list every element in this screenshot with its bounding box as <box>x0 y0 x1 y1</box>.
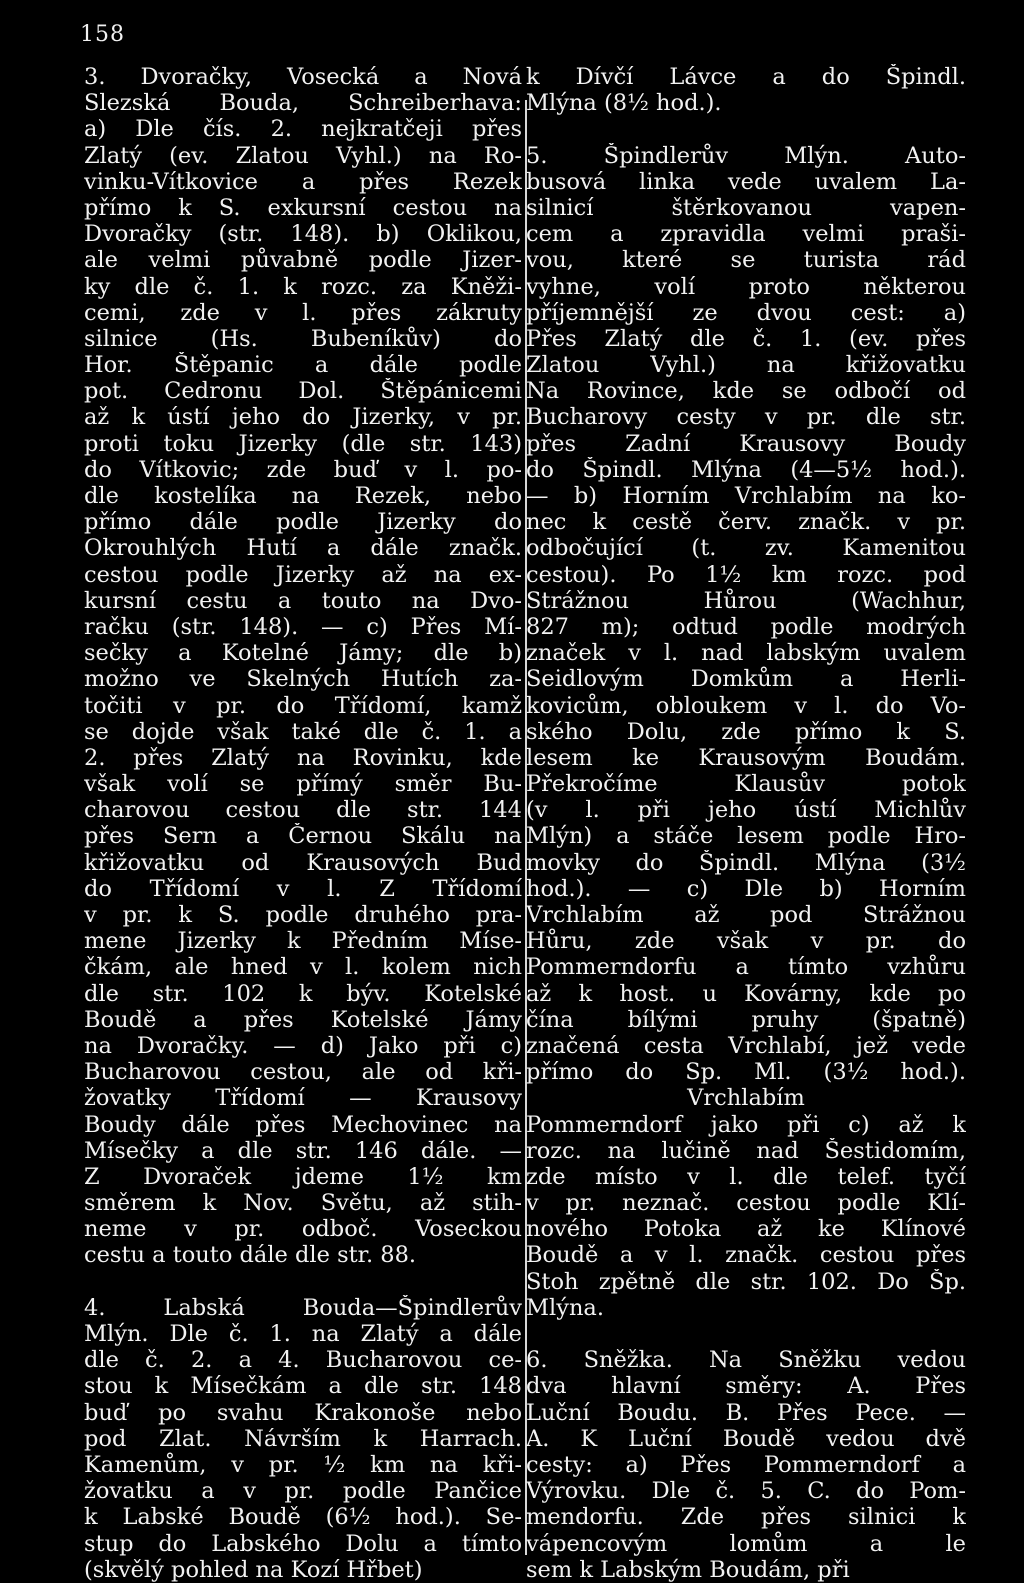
left-column-line: křižovatku od Krausových Bud <box>84 849 522 876</box>
left-column-line: račku (str. 148). — c) Přes Mí- <box>84 613 522 640</box>
right-column <box>526 64 966 1583</box>
right-column-line: Bucharovy cesty v pr. dle str. <box>526 404 966 431</box>
right-column-line: dva hlavní směry: A. Přes <box>526 1373 966 1400</box>
right-column-line: (v l. při jeho ústí Michlův <box>526 797 966 824</box>
left-column-line: sečky a Kotelné Jámy; dle b) <box>84 640 522 667</box>
right-column-line: lesem ke Krausovým Boudám. <box>526 744 966 771</box>
left-column-line: dle str. 102 k býv. Kotelské <box>84 980 522 1007</box>
left-column-line: do Vítkovic; zde buď v l. po- <box>84 456 522 483</box>
right-column-line: zde místo v l. dle telef. tyčí <box>526 1163 966 1190</box>
left-column-line: Mlýn. Dle č. 1. na Zlatý a dále <box>84 1321 522 1347</box>
left-column-line: k Labské Boudě (6½ hod.). Se- <box>84 1504 522 1531</box>
right-column-line: až k host. u Kovárny, kde po <box>526 980 966 1007</box>
left-column-line: 4. Labská Bouda—Špindlerův <box>84 1294 522 1321</box>
left-column-line: pot. Cedronu Dol. Štěpánicemi <box>84 378 522 405</box>
left-column-line: silnice (Hs. Bubeníkův) do <box>84 325 522 352</box>
left-column-line: kursní cestu a touto na Dvo- <box>84 587 522 614</box>
left-column-line: dle kostelíka na Rezek, nebo <box>84 483 522 509</box>
right-column-line: Boudě a v l. značk. cestou přes <box>526 1242 966 1269</box>
right-column-line: vápencovým lomům a le <box>526 1530 966 1557</box>
left-column-line: proti toku Jizerky (dle str. 143) <box>84 430 522 457</box>
left-column-line: Slezská Bouda, Schreiberhava: <box>84 90 522 117</box>
right-column-line: přímo do Sp. Ml. (3½ hod.). <box>526 1059 966 1086</box>
right-column-line: hod.). — c) Dle b) Horním <box>526 875 966 902</box>
left-column-line: charovou cestou dle str. 144 <box>84 797 522 824</box>
right-column-line: Seidlovým Domkům a Herli- <box>526 666 966 693</box>
right-column-line: sem k Labským Boudám, při <box>526 1556 850 1583</box>
right-column-line: Výrovku. Dle č. 5. C. do Pom- <box>526 1478 966 1505</box>
left-column-line: však volí se přímý směr Bu- <box>84 771 522 798</box>
right-column-line: značek v l. nad labským uvalem <box>526 640 966 667</box>
right-column-line: cestou). Po 1½ km rozc. pod <box>526 561 966 588</box>
right-column-line: A. K Luční Boudě vedou dvě <box>526 1425 966 1452</box>
left-column-line <box>84 1269 522 1295</box>
left-column-line: se dojde však také dle č. 1. a <box>84 718 522 745</box>
right-column-line <box>526 116 966 142</box>
left-column-line: Zlatý (ev. Zlatou Vyhl.) na Ro- <box>84 142 522 169</box>
left-column-line: cestou podle Jizerky až na ex- <box>84 561 522 588</box>
right-column-line: mendorfu. Zde přes silnici k <box>526 1504 966 1531</box>
left-column-line: ky dle č. 1. k rozc. za Kněži- <box>84 273 522 300</box>
left-column-line: možno ve Skelných Hutích za- <box>84 666 522 693</box>
right-column-line: do Špindl. Mlýna (4—5½ hod.). <box>526 456 966 483</box>
right-column-line: movky do Špindl. Mlýna (3½ <box>526 849 966 876</box>
right-column-line <box>526 1321 966 1347</box>
left-column-line: žovatku a v pr. podle Pančice <box>84 1478 522 1505</box>
left-column-line: do Třídomí v l. Z Třídomí <box>84 875 522 902</box>
left-column-line: Mísečky a dle str. 146 dále. — <box>84 1137 522 1164</box>
left-column-line: (skvělý pohled na Kozí Hřbet) <box>84 1556 423 1583</box>
left-column-line: Boudě a přes Kotelské Jámy <box>84 1006 522 1033</box>
right-column-line: ského Dolu, zde přímo k S. <box>526 718 966 745</box>
left-column-line: Hor. Štěpanic a dále podle <box>84 352 522 379</box>
left-column-line: Z Dvoraček jdeme 1½ km <box>84 1163 522 1190</box>
right-column-line: nec k cestě červ. značk. v pr. <box>526 509 966 536</box>
right-column-line: k Dívčí Lávce a do Špindl. <box>526 64 966 90</box>
right-column-line: vou, které se turista rád <box>526 247 966 274</box>
right-column-line: Vrchlabím až pod Strážnou <box>526 902 966 928</box>
left-column-line: Okrouhlých Hutí a dále značk. <box>84 535 522 562</box>
left-column-line: točiti v pr. do Třídomí, kamž <box>84 692 522 719</box>
right-column-line: Luční Boudu. B. Přes Pece. — <box>526 1399 966 1426</box>
left-column-line: Dvoračky (str. 148). b) Oklikou, <box>84 221 522 248</box>
right-column-line: 5. Špindlerův Mlýn. Auto- <box>526 142 966 169</box>
right-column-line: Vrchlabím <box>687 1085 805 1112</box>
right-column-line: vyhne, volí proto některou <box>526 273 966 300</box>
right-column-line: Na Rovince, kde se odbočí od <box>526 378 966 405</box>
right-column-line: cem a zpravidla velmi praši- <box>526 221 966 248</box>
left-column-line: žovatky Třídomí — Krausovy <box>84 1085 522 1112</box>
left-column-line: mene Jizerky k Předním Míse- <box>84 928 522 955</box>
right-column-line: příjemnější ze dvou cest: a) <box>526 299 966 326</box>
left-column-line: 2. přes Zlatý na Rovinku, kde <box>84 744 522 771</box>
right-column-line: kovicům, obloukem v l. do Vo- <box>526 692 966 719</box>
left-column-line: na Dvoračky. — d) Jako při c) <box>84 1032 522 1059</box>
left-column-line: čkám, ale hned v l. kolem nich <box>84 954 522 981</box>
right-column-line: značená cesta Vrchlabí, jež vede <box>526 1032 966 1059</box>
right-column-line: silnicí štěrkovanou vapen- <box>526 194 966 221</box>
right-column-line: Přes Zlatý dle č. 1. (ev. přes <box>526 325 966 352</box>
left-column-line: dle č. 2. a 4. Bucharovou ce- <box>84 1347 522 1374</box>
left-column-line: 3. Dvoračky, Vosecká a Nová <box>84 64 522 90</box>
right-column-line: — b) Horním Vrchlabím na ko- <box>526 483 966 509</box>
left-column-line: Kamenům, v pr. ½ km na kři- <box>84 1451 522 1478</box>
left-column-line: cemi, zde v l. přes zákruty <box>84 299 522 326</box>
right-column-line: Strážnou Hůrou (Wachhur, <box>526 587 966 614</box>
left-column-line: pod Zlat. Návrším k Harrach. <box>84 1425 522 1452</box>
left-column-line: a) Dle čís. 2. nejkratčeji přes <box>84 116 522 143</box>
left-column-line: přes Sern a Černou Skálu na <box>84 823 522 850</box>
left-column-line: neme v pr. odboč. Voseckou <box>84 1216 522 1243</box>
left-column-line: Bucharovou cestou, ale od kři- <box>84 1059 522 1086</box>
left-column-line: stup do Labského Dolu a tímto <box>84 1530 522 1557</box>
right-column-line: busová linka vede uvalem La- <box>526 168 966 195</box>
right-column-line: čína bílými pruhy (špatně) <box>526 1006 966 1033</box>
right-column-line: rozc. na lučině nad Šestidomím, <box>526 1137 966 1164</box>
right-column-line: Pommerndorf jako při c) až k <box>526 1111 966 1138</box>
page-number: 158 <box>80 22 125 47</box>
right-column-line: Pommerndorfu a tímto vzhůru <box>526 954 966 981</box>
right-column-line: Překročíme Klausův potok <box>526 771 966 798</box>
right-column-line: odbočující (t. zv. Kamenitou <box>526 535 966 562</box>
left-column-line: přímo k S. exkursní cestou na <box>84 194 522 221</box>
right-column-line: Mlýn) a stáče lesem podle Hro- <box>526 823 966 850</box>
left-column-line: ale velmi půvabně podle Jizer- <box>84 247 522 274</box>
right-column-line: Zlatou Vyhl.) na křižovatku <box>526 352 966 379</box>
right-column-line: Stoh zpětně dle str. 102. Do Šp. <box>526 1268 966 1295</box>
right-column-line: cesty: a) Přes Pommerndorf a <box>526 1451 966 1478</box>
left-column-line: stou k Mísečkám a dle str. 148 <box>84 1373 522 1400</box>
right-column-line: přes Zadní Krausovy Boudy <box>526 430 966 457</box>
left-column-line: buď po svahu Krakonoše nebo <box>84 1399 522 1426</box>
right-column-line: Mlýna. <box>526 1294 605 1321</box>
left-column-line: Boudy dále přes Mechovinec na <box>84 1111 522 1138</box>
right-column-line: Hůru, zde však v pr. do <box>526 928 966 955</box>
left-column-line: cestu a touto dále dle str. 88. <box>84 1242 417 1269</box>
right-column-line: 6. Sněžka. Na Sněžku vedou <box>526 1347 966 1374</box>
right-column-line: 827 m); odtud podle modrých <box>526 613 966 640</box>
left-column-line: vinku-Vítkovice a přes Rezek <box>84 168 522 195</box>
right-column-line: Mlýna (8½ hod.). <box>526 90 722 117</box>
left-column-line: přímo dále podle Jizerky do <box>84 509 522 536</box>
left-column-line: až k ústí jeho do Jizerky, v pr. <box>84 404 522 431</box>
left-column <box>84 64 522 1583</box>
right-column-line: nového Potoka až ke Klínové <box>526 1216 966 1243</box>
left-column-line: směrem k Nov. Světu, až stih- <box>84 1190 522 1217</box>
right-column-line: v pr. neznač. cestou podle Klí- <box>526 1190 966 1217</box>
left-column-line: v pr. k S. podle druhého pra- <box>84 902 522 928</box>
